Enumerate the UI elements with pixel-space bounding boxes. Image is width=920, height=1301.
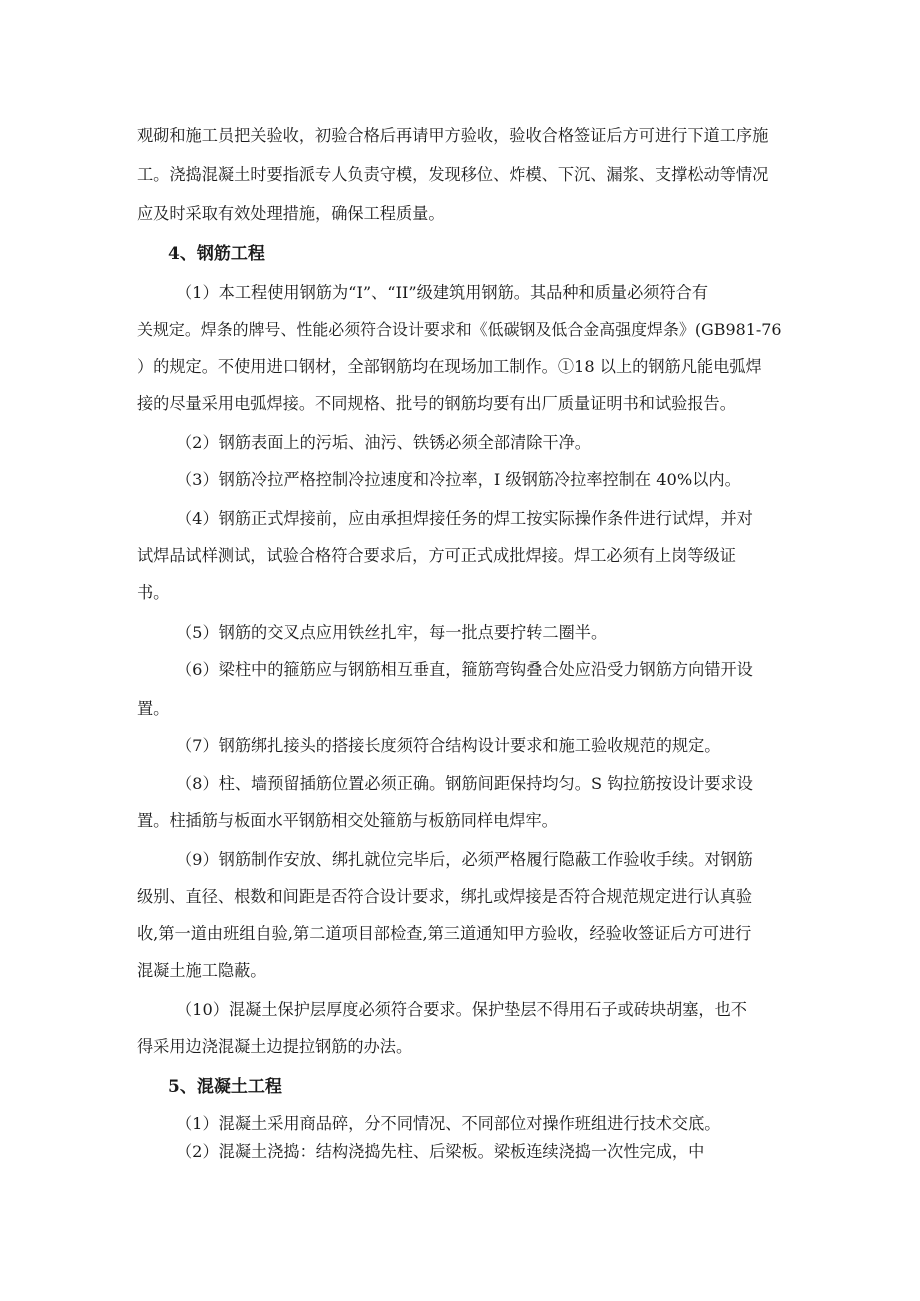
steel-item-8-line: 置。柱插筋与板面水平钢筋相交处箍筋与板筋同样电焊牢。: [137, 811, 558, 830]
paragraph-line: 工。浇捣混凝土时要指派专人负责守模，发现移位、炸模、下沉、漏浆、支撑松动等情况: [137, 165, 769, 184]
steel-item-1-line: ）的规定。不使用进口钢材，全部钢筋均在现场加工制作。①18 以上的钢筋凡能电弧焊: [137, 357, 762, 376]
concrete-item-2-line: （2）混凝土浇捣：结构浇捣先柱、后梁板。梁板连续浇捣一次性完成，中: [176, 1142, 705, 1161]
section-heading-concrete: 5、混凝土工程: [168, 1077, 282, 1097]
steel-item-1-line: 关规定。焊条的牌号、性能必须符合设计要求和《低碳钢及低合金高强度焊条》(GB981-76: [137, 320, 782, 339]
steel-item-4-line: 书。: [137, 583, 170, 602]
steel-item-1-line: （1）本工程使用钢筋为“I”、“II”级建筑用钢筋。其品种和质量必须符合有: [176, 283, 709, 302]
steel-item-2-line: （2）钢筋表面上的污垢、油污、铁锈必须全部清除干净。: [176, 433, 591, 452]
steel-item-6-line: （6）梁柱中的箍筋应与钢筋相互垂直，箍筋弯钩叠合处应沿受力钢筋方向错开设: [176, 660, 753, 679]
steel-item-5-line: （5）钢筋的交叉点应用铁丝扎牢，每一批点要拧转二圈半。: [176, 623, 608, 642]
steel-item-4-line: 试焊品试样测试，试验合格符合要求后，方可正式成批焊接。焊工必须有上岗等级证: [137, 546, 736, 565]
concrete-item-1-line: （1）混凝土采用商品碎，分不同情况、不同部位对操作班组进行技术交底。: [176, 1114, 721, 1133]
steel-item-8-line: （8）柱、墙预留插筋位置必须正确。钢筋间距保持均匀。S 钩拉筋按设计要求设: [176, 774, 753, 793]
steel-item-6-line: 置。: [137, 699, 170, 718]
section-heading-steel: 4、钢筋工程: [168, 244, 265, 264]
steel-item-9-line: （9）钢筋制作安放、绑扎就位完毕后，必须严格履行隐蔽工作验收手续。对钢筋: [176, 850, 753, 869]
steel-item-9-line: 级别、直径、根数和间距是否符合设计要求，绑扎或焊接是否符合规范规定进行认真验: [137, 887, 753, 906]
steel-item-3-line: （3）钢筋冷拉严格控制冷拉速度和冷拉率，I 级钢筋冷拉率控制在 40%以内。: [176, 470, 741, 489]
steel-item-1-line: 接的尽量采用电弧焊接。不同规格、批号的钢筋均要有出厂质量证明书和试验报告。: [137, 394, 736, 413]
steel-item-10-line: （10）混凝土保护层厚度必须符合要求。保护垫层不得用石子或砖块胡塞，也不: [176, 1000, 747, 1019]
paragraph-line: 应及时采取有效处理措施，确保工程质量。: [137, 204, 445, 223]
steel-item-10-line: 得采用边浇混凝土边提拉钢筋的办法。: [137, 1037, 413, 1056]
steel-item-9-line: 收,第一道由班组自验,第二道项目部检查,第三道通知甲方验收，经验收签证后方可进行: [137, 924, 752, 943]
paragraph-line: 观砌和施工员把关验收，初验合格后再请甲方验收，验收合格签证后方可进行下道工序施: [137, 126, 769, 145]
steel-item-4-line: （4）钢筋正式焊接前，应由承担焊接任务的焊工按实际操作条件进行试焊，并对: [176, 509, 753, 528]
steel-item-7-line: （7）钢筋绑扎接头的搭接长度须符合结构设计要求和施工验收规范的规定。: [176, 736, 721, 755]
steel-item-9-line: 混凝土施工隐蔽。: [137, 961, 267, 980]
